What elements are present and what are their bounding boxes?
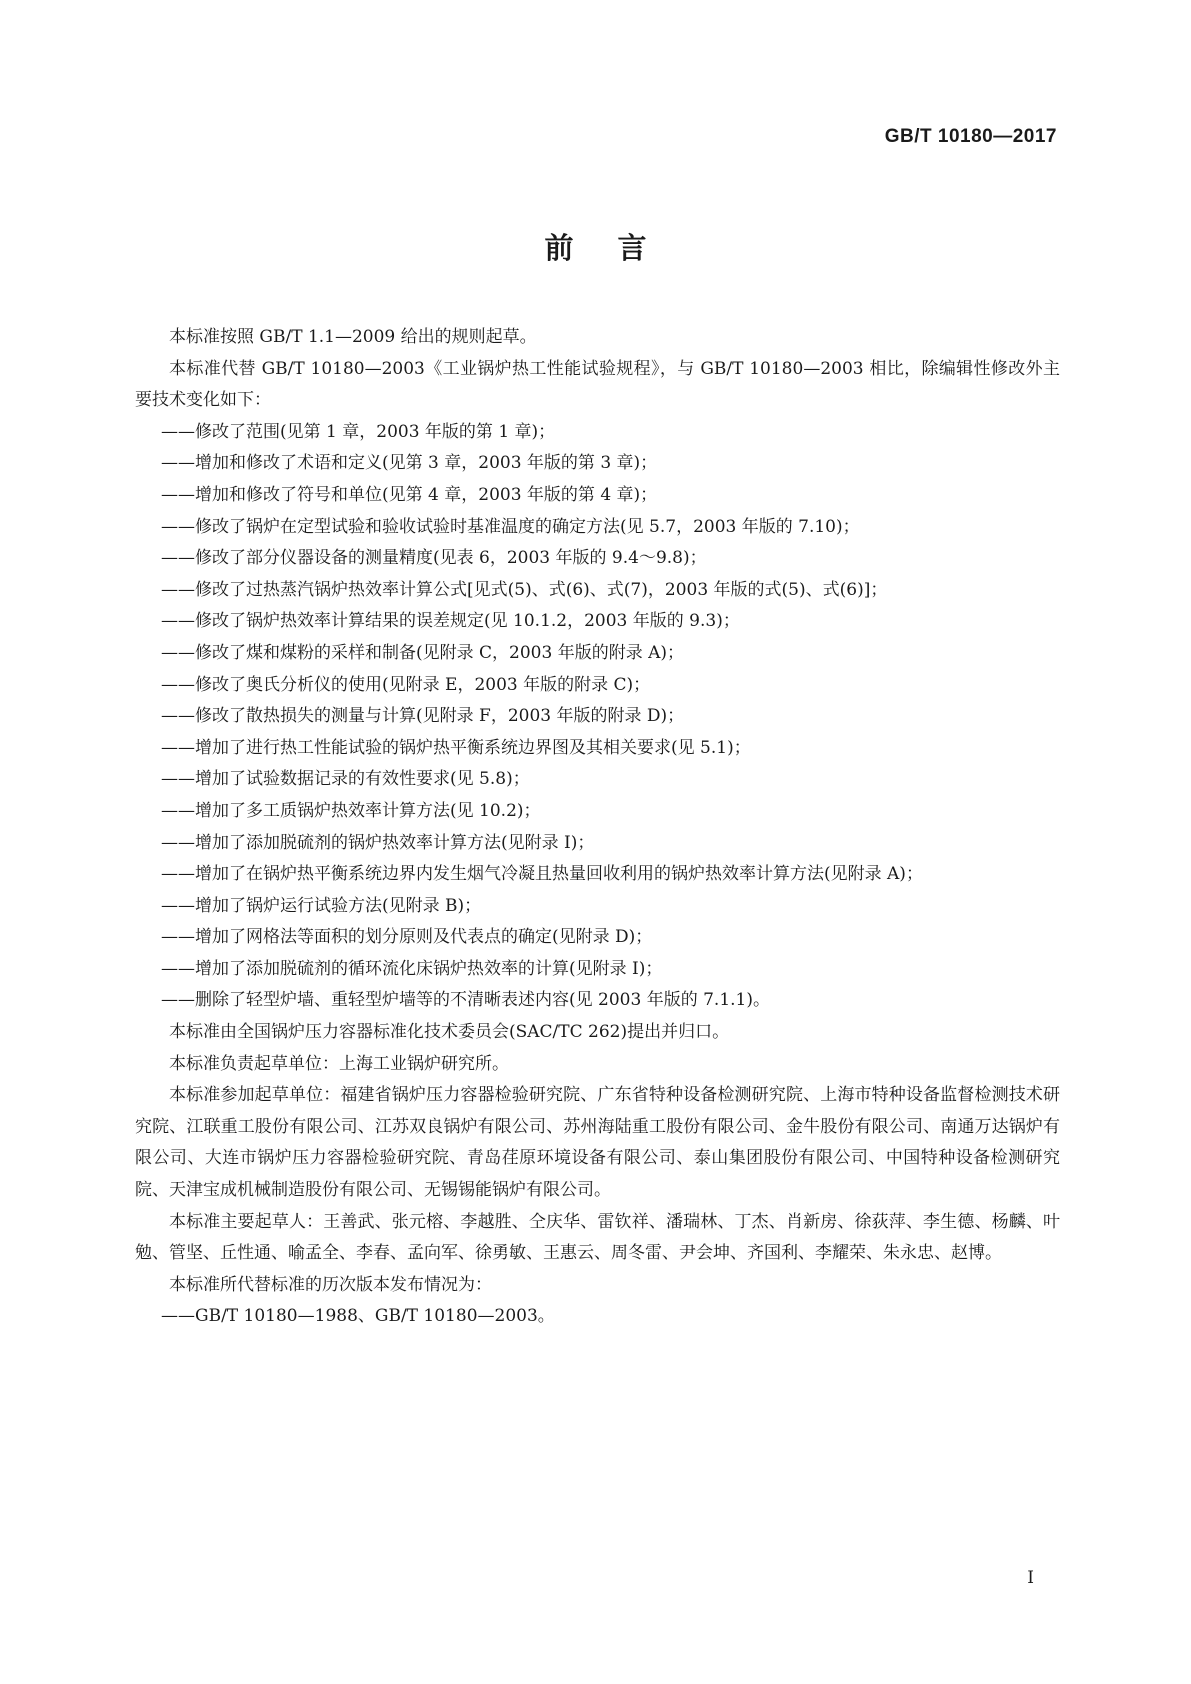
change-item: ——增加了在锅炉热平衡系统边界内发生烟气冷凝且热量回收利用的锅炉热效率计算方法(见附录 A)； [161,864,923,885]
change-item: ——修改了锅炉热效率计算结果的误差规定(见 10.1.2，2003 年版的 9.3)； [161,611,740,632]
paragraph-lead-drafter: 本标准负责起草单位：上海工业锅炉研究所。 [169,1053,509,1074]
change-item: ——修改了锅炉在定型试验和验收试验时基准温度的确定方法(见 5.7，2003 年版的 7.10)； [161,516,860,537]
change-item: ——修改了过热蒸汽锅炉热效率计算公式[见式(5)、式(6)、式(7)，2003 年版的式(5)、式(6)]； [161,579,888,600]
change-item: ——修改了煤和煤粉的采样和制备(见附录 C，2003 年版的附录 A)； [161,642,685,663]
paragraph-drafters: 本标准主要起草人：王善武、张元榕、李越胜、仝庆华、雷钦祥、潘瑞林、丁杰、肖新房、徐荻萍、李生德、杨麟、叶勉、管坚、丘性通、喻孟全、李春、孟向军、徐勇敏、王惠云、周冬雷、尹会坤、齐国利、李耀荣、朱永忠、赵博。 [135,1211,1060,1264]
change-item: ——增加了添加脱硫剂的锅炉热效率计算方法(见附录 I)； [161,832,595,853]
history-item: ——GB/T 10180—1988、GB/T 10180—2003。 [161,1306,555,1327]
change-list [135,417,1060,1017]
change-item: ——增加了进行热工性能试验的锅炉热平衡系统边界图及其相关要求(见 5.1)； [161,737,751,758]
change-item: ——增加了添加脱硫剂的循环流化床锅炉热效率的计算(见附录 I)； [161,958,663,979]
change-item: ——修改了散热损失的测量与计算(见附录 F，2003 年版的附录 D)； [161,706,685,727]
change-item: ——修改了范围(见第 1 章，2003 年版的第 1 章)； [161,421,556,442]
change-item: ——增加了试验数据记录的有效性要求(见 5.8)； [161,769,530,790]
change-item: ——修改了部分仪器设备的测量精度(见表 6，2003 年版的 9.4～9.8)； [161,548,707,569]
change-item: ——增加了网格法等面积的划分原则及代表点的确定(见附录 D)； [161,927,653,948]
change-item: ——增加和修改了符号和单位(见第 4 章，2003 年版的第 4 章)； [161,484,658,505]
change-item: ——增加和修改了术语和定义(见第 3 章，2003 年版的第 3 章)； [161,453,658,474]
paragraph-participating-units: 本标准参加起草单位：福建省锅炉压力容器检验研究院、广东省特种设备检测研究院、上海市特种设备监督检测技术研究院、江联重工股份有限公司、江苏双良锅炉有限公司、苏州海陆重工股份有限公司、金牛股份有限公司、南通万达锅炉有限公司、大连市锅炉压力容器检验研究院、青岛荏原环境设备有限公司、泰山集团股份有限公司、中国特种设备检测研究院、天津宝成机械制造股份有限公司、无锡锡能锅炉有限公司。 [135,1085,1060,1201]
page-title: 前言 [544,231,691,265]
history-list [135,1301,1060,1333]
paragraph-drafting-rules: 本标准按照 GB/T 1.1—2009 给出的规则起草。 [169,327,537,347]
change-item: ——修改了奥氏分析仪的使用(见附录 E，2003 年版的附录 C)； [161,674,651,695]
paragraph-history: 本标准所代替标准的历次版本发布情况为： [169,1274,492,1295]
change-item: ——增加了多工质锅炉热效率计算方法(见 10.2)； [161,800,541,821]
change-item: ——删除了轻型炉墙、重轻型炉墙等的不清晰表述内容(见 2003 年版的 7.1.1)。 [161,990,770,1011]
paragraph-proposer: 本标准由全国锅炉压力容器标准化技术委员会(SAC/TC 262)提出并归口。 [169,1022,730,1043]
paragraph-replacement: 本标准代替 GB/T 10180—2003《工业锅炉热工性能试验规程》，与 GB/T 10180—2003 相比，除编辑性修改外主要技术变化如下： [135,358,1060,411]
document-body [135,322,1060,1333]
page-number: I [1027,1568,1034,1588]
standard-number: GB/T 10180—2017 [884,126,1057,147]
change-item: ——增加了锅炉运行试验方法(见附录 B)； [161,895,482,916]
